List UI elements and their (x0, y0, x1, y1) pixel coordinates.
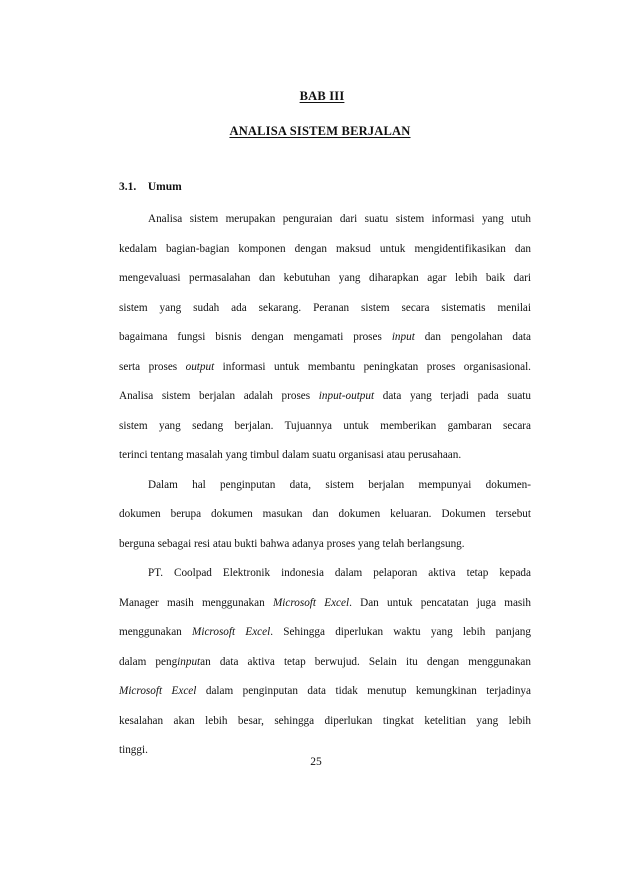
text-run: Microsoft Excel (192, 626, 271, 638)
chapter-number: BAB III (299, 89, 345, 103)
page-number: 25 (310, 756, 322, 768)
paragraph-2-line-3 (119, 537, 531, 551)
text-run: kedalam bagian-bagian komponen dengan maksud untuk mengidentifikasikan dan (119, 243, 531, 255)
paragraph-3-line-1 (148, 566, 531, 580)
paragraph-3-line-4 (119, 655, 531, 669)
paragraph-1-line-4 (119, 301, 531, 315)
text-run: Analisa sistem berjalan adalah proses (119, 390, 319, 402)
text-run: PT. Coolpad Elektronik indonesia dalam pelaporan aktiva tetap kepada (148, 567, 531, 579)
text-run: sistem yang sudah ada sekarang. Peranan sistem secara sistematis menilai (119, 302, 531, 314)
text-run: input (391, 331, 415, 343)
text-run: input-output (318, 390, 375, 402)
text-run: dalam peng (119, 656, 178, 668)
paragraph-2-line-1 (148, 478, 531, 492)
paragraph-1-line-2 (119, 242, 531, 256)
text-run: an data aktiva tetap berwujud. Selain itu dengan menggunakan (200, 656, 531, 668)
paragraph-2-line-2 (119, 507, 531, 521)
text-run: bagaimana fungsi bisnis dengan mengamati proses (119, 331, 392, 343)
text-run: serta proses (119, 361, 186, 373)
text-run: Manager masih menggunakan (119, 597, 273, 609)
paragraph-3-line-2 (119, 596, 531, 610)
paragraph-1-line-7 (119, 389, 531, 403)
section-title: Umum (147, 181, 182, 193)
paragraph-1-line-6 (119, 360, 531, 374)
section-heading (119, 181, 182, 193)
paragraph-3-line-3 (119, 625, 531, 639)
text-run: Microsoft Excel (119, 685, 197, 697)
text-run: Analisa sistem merupakan penguraian dari suatu sistem informasi yang utuh (148, 213, 531, 225)
text-run: kesalahan akan lebih besar, sehingga diperlukan tingkat ketelitian yang lebih (119, 715, 531, 727)
paragraph-1-line-9 (119, 448, 531, 462)
text-run: output (185, 361, 215, 373)
section-number: 3.1. (119, 181, 137, 193)
text-run: input (177, 656, 201, 668)
text-run: dan pengolahan data (414, 331, 531, 343)
text-run: dalam penginputan data tidak menutup kemungkinan terjadinya (196, 685, 531, 697)
text-run: Microsoft Excel (272, 597, 350, 609)
paragraph-3-line-5 (119, 684, 531, 698)
text-run: dokumen berupa dokumen masukan dan dokumen keluaran. Dokumen tersebut (119, 508, 531, 520)
chapter-title: ANALISA SISTEM BERJALAN (229, 124, 411, 138)
text-run: menggunakan (119, 626, 193, 638)
text-run: . Dan untuk pencatatan juga masih (349, 597, 531, 609)
text-run: data yang terjadi pada suatu (374, 390, 531, 402)
text-run: informasi untuk membantu peningkatan proses organisasional. (214, 361, 531, 373)
text-run: Dalam hal penginputan data, sistem berjalan mempunyai dokumen- (148, 479, 531, 491)
text-run: sistem yang sedang berjalan. Tujuannya untuk memberikan gambaran secara (119, 420, 531, 432)
paragraph-1-line-1 (148, 212, 531, 226)
text-run: berguna sebagai resi atau bukti bahwa adanya proses yang telah berlangsung. (119, 538, 465, 550)
paragraph-3-line-6 (119, 714, 531, 728)
paragraph-1-line-3 (119, 271, 531, 285)
paragraph-3-line-7 (119, 743, 531, 757)
text-run: tinggi. (119, 744, 148, 756)
paragraph-1-line-5 (119, 330, 531, 344)
text-run: mengevaluasi permasalahan dan kebutuhan yang diharapkan agar lebih baik dari (119, 272, 531, 284)
text-run: terinci tentang masalah yang timbul dalam suatu organisasi atau perusahaan. (119, 449, 462, 461)
text-run: . Sehingga diperlukan waktu yang lebih panjang (270, 626, 531, 638)
paragraph-1-line-8 (119, 419, 531, 433)
